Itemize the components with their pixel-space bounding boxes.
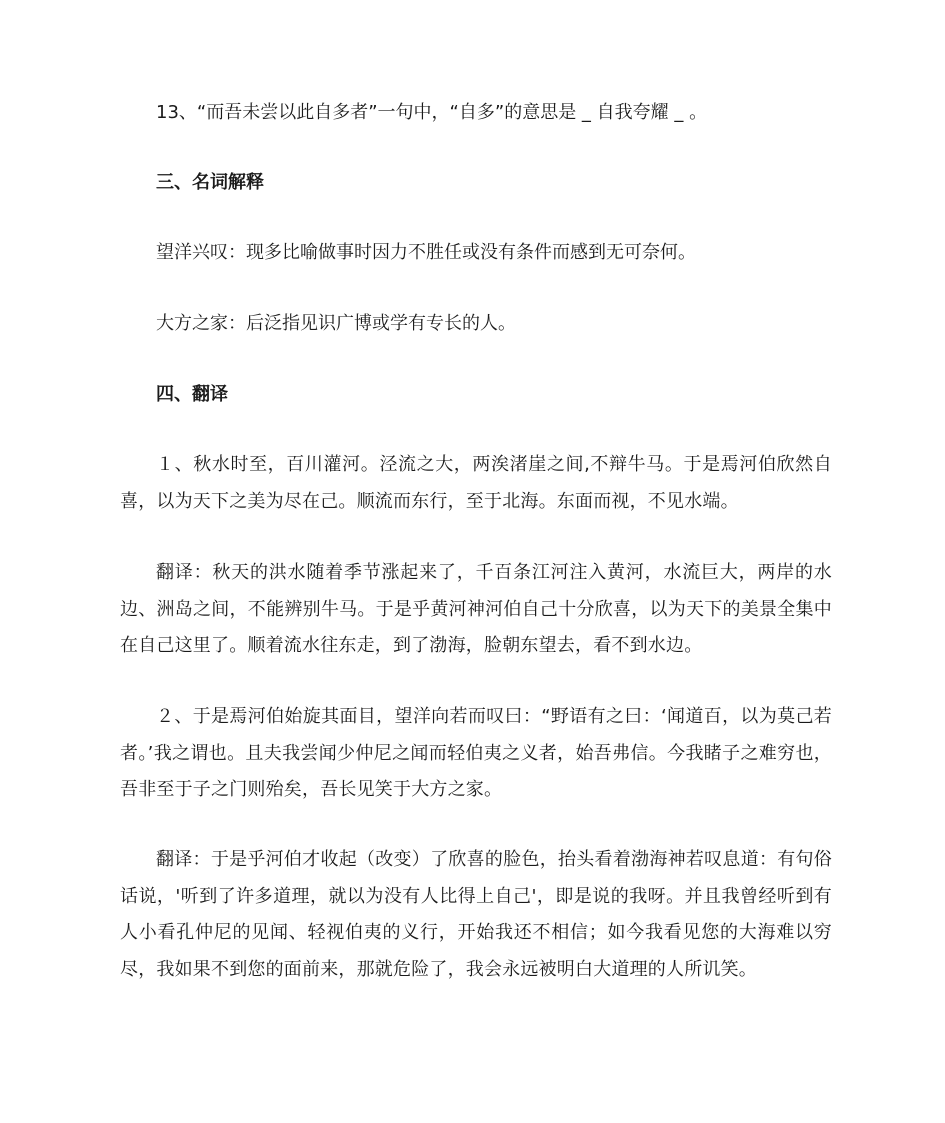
translation-1: 翻译：秋天的洪水随着季节涨起来了，千百条江河注入黄河，水流巨大，两岸的水边、洲岛之间，不能辨别牛马。于是乎黄河神河伯自己十分欣喜，以为天下的美景全集中在自己这里了。顺着流水往东走，到了渤海，脸朝东望去，看不到水边。 bbox=[120, 562, 832, 656]
section-heading-translation: 四、翻译 bbox=[156, 384, 228, 405]
passage-1: １、秋水时至，百川灌河。泾流之大，两涘渚崖之间,不辩牛马。于是焉河伯欣然自喜，以为天下之美为尽在己。顺流而东行，至于北海。东面而视，不见水端。 bbox=[120, 454, 832, 512]
passage-2: ２、于是焉河伯始旋其面目，望洋向若而叹曰：“野语有之曰：‘闻道百，以为莫己若者。’我之谓也。且夫我尝闻少仲尼之闻而轻伯夷之义者，始吾弗信。今我睹子之难穷也，吾非至于子之门则殆矣，吾长见笑于大方之家。 bbox=[120, 706, 832, 800]
term-definition-wangyang-xingtan: 望洋兴叹：现多比喻做事时因力不胜任或没有条件而感到无可奈何。 bbox=[156, 242, 696, 263]
term-definition-dafang-zhijia: 大方之家：后泛指见识广博或学有专长的人。 bbox=[156, 313, 516, 334]
question-13: 13、“而吾未尝以此自多者”一句中，“自多”的意思是 _ 自我夸耀 _ 。 bbox=[156, 102, 708, 123]
section-heading-term-explanation: 三、名词解释 bbox=[156, 172, 264, 193]
translation-2: 翻译：于是乎河伯才收起（改变）了欣喜的脸色，抬头看着渤海神若叹息道：有句俗话说，'听到了许多道理，就以为没有人比得上自己'，即是说的我呀。并且我曾经听到有人小看孔仲尼的见闻、轻视伯夷的义行，开始我还不相信；如今我看见您的大海难以穷尽，我如果不到您的面前来，那就危险了，我会永远被明白大道理的人所讥笑。 bbox=[120, 849, 832, 980]
